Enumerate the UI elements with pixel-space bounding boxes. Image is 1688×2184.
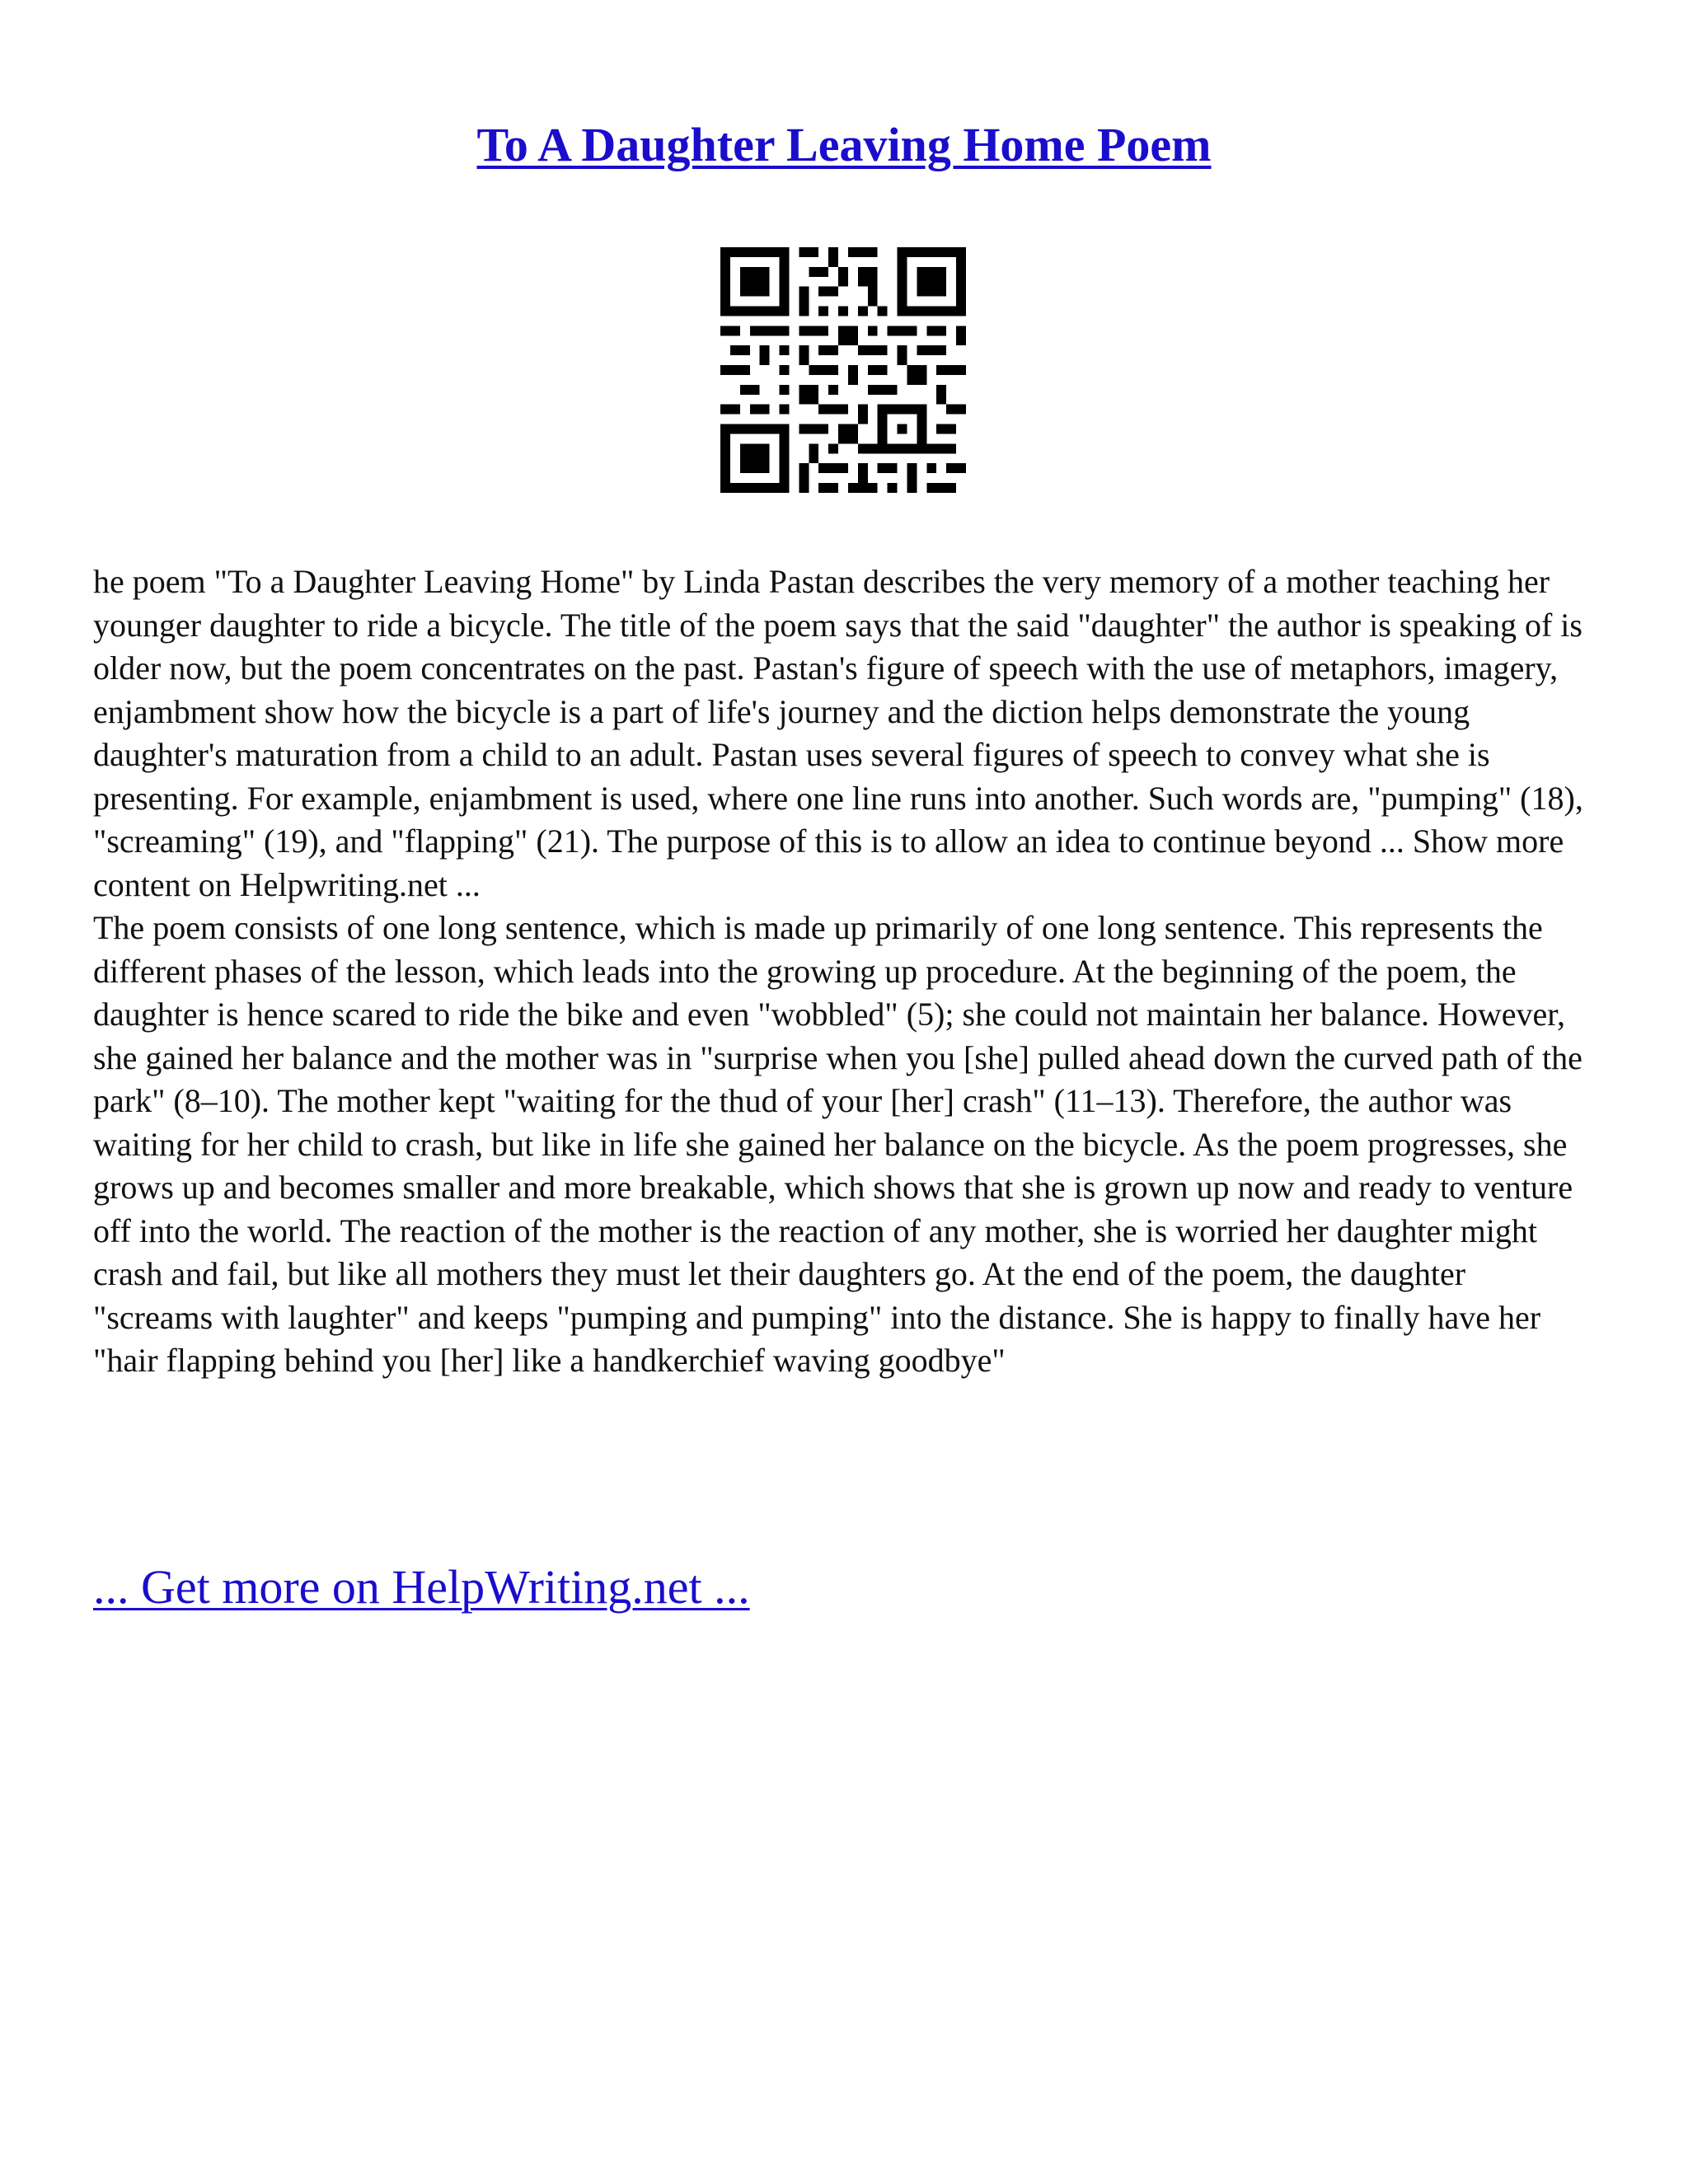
paragraph-analysis-intro: he poem "To a Daughter Leaving Home" by Linda Pastan describes the very memory of a mother teaching her younger daughter to ride a bicycle. The title of the poem says that the said "daughter" the author is speaking of is older now, but the poem concentrates on the past. Pastan's figure of speech with the use of metaphors, imagery, enjambment show how the bicycle is a part of life's journey and the diction helps demonstrate the young daughter's maturation from a child to an adult. Pastan uses several figures of speech to convey what she is presenting. For example, enjambment is used, where one line runs into another. Such words are, "pumping" (18), "screaming" (19), and "flapping" (21). The purpose of this is to allow an idea to continue beyond ... Show more content on Helpwriting.net ... [93, 563, 1583, 903]
article-body [93, 560, 1593, 1383]
paragraph-analysis-structure: The poem consists of one long sentence, which is made up primarily of one long sentence. This represents the different phases of the lesson, which leads into the growing up procedure. At the beginning of the poem, the daughter is hence scared to ride the bike and even "wobbled" (5); she could not maintain her balance. However, she gained her balance and the mother was in "surprise when you [she] pulled ahead down the curved path of the park" (8–10). The mother kept "waiting for the thud of your [her] crash" (11–13). Therefore, the author was waiting for her child to crash, but like in life she gained her balance on the bicycle. As the poem progresses, she grows up and becomes smaller and more breakable, which shows that she is grown up now and ready to venture off into the world. The reaction of the mother is the reaction of any mother, she is worried her daughter might crash and fail, but like all mothers they must let their daughters go. At the end of the poem, the daughter "screams with laughter" and keeps "pumping and pumping" into the distance. She is happy to finally have her "hair flapping behind you [her] like a handkerchief waving goodbye" [93, 909, 1582, 1379]
get-more-link[interactable]: ... Get more on HelpWriting.net ... [93, 1560, 750, 1614]
qr-code-icon [720, 247, 966, 493]
get-more-section [93, 1558, 750, 1617]
page-title [0, 115, 1688, 175]
title-link[interactable]: To A Daughter Leaving Home Poem [476, 118, 1212, 171]
